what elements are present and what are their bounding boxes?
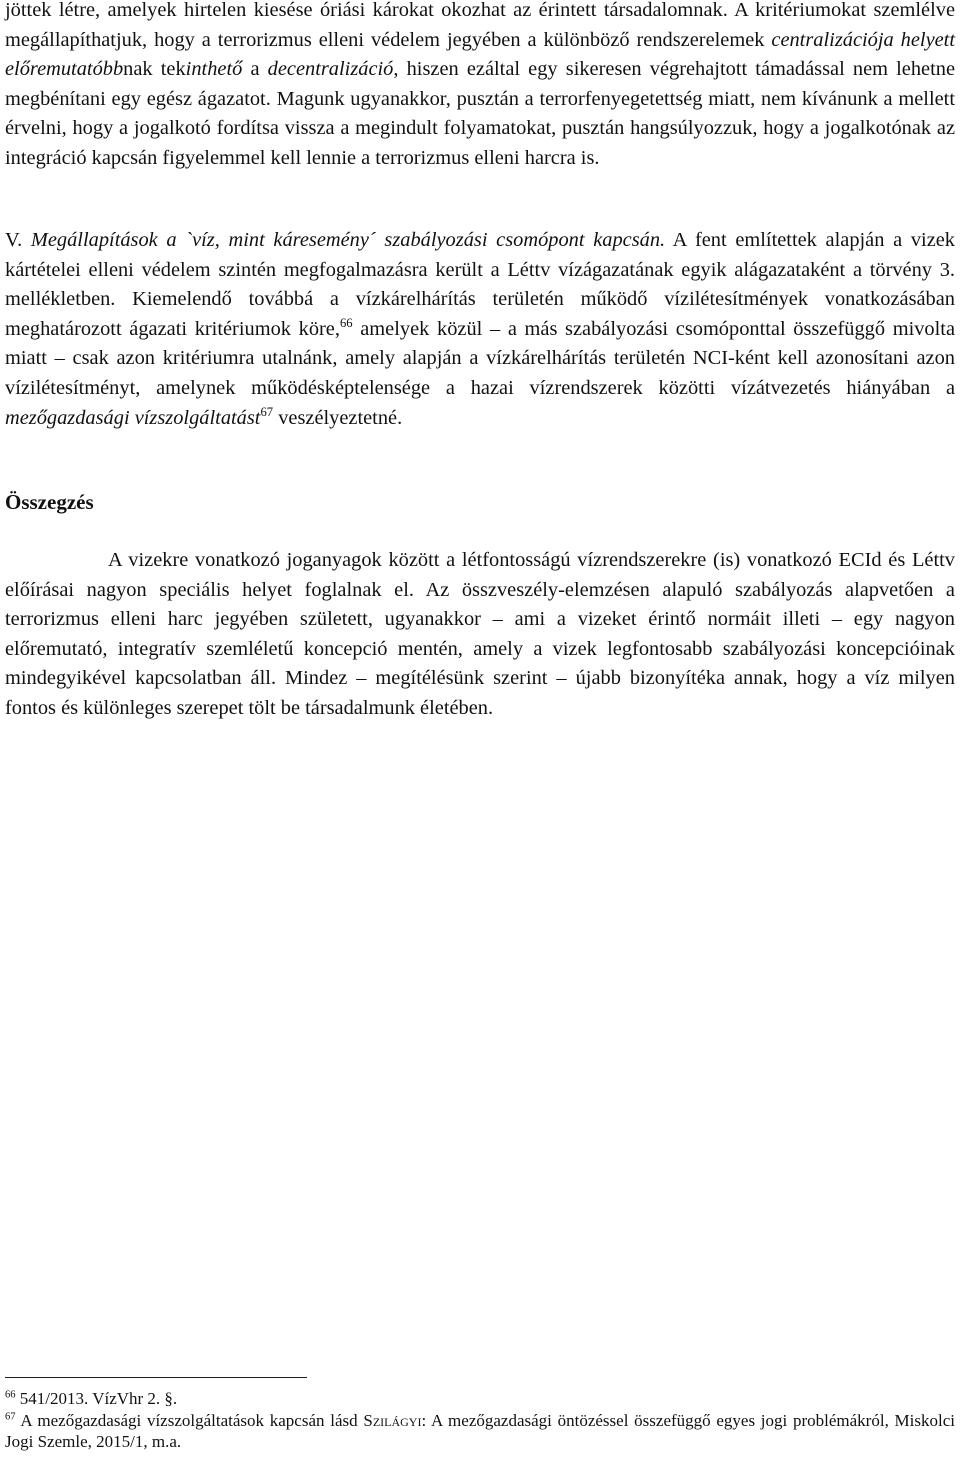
footnote-divider — [5, 1377, 307, 1378]
section-heading: Összegzés — [5, 490, 94, 514]
footnote-text: 541/2013. VízVhr 2. §. — [15, 1389, 178, 1408]
text-run: A fent említettek alapján a vizek kártételei elleni védelem szintén megfogalmazásra került a Léttv vízágazatának egyik alágazataként a törvény 3. mellékletben. Kiemelendő továbbá a vízkárelhárítás területén működő vízilétesítmények vonatkozásában meghatározott ágazati kritériumok köre, — [5, 229, 955, 340]
text-run: veszélyeztetné. — [273, 406, 403, 429]
text-run: , hiszen ezáltal egy sikeresen végrehajtott támadással nem lehetne megbénítani egy egész ágazatot. Magunk ugyanakkor, pusztán a terrorfenyegetettség miatt, nem kívánunk a mellett érvelni, hogy a jogalkotó fordítsa vissza a megindult folyamatokat, pusztán hangsúlyozzuk, hogy a jogalkotónak az integráció kapcsán figyelemmel kell lennie a terrorizmus elleni harcra is. — [5, 58, 956, 169]
footnote-author: Szilágyi — [363, 1410, 422, 1430]
footnote-ref-66[interactable]: 66 — [339, 315, 353, 330]
text-run: a — [242, 58, 268, 81]
footnote-text: A mezőgazdasági vízszolgáltatások kapcsán lásd — [15, 1410, 364, 1430]
footnote-67 — [5, 1410, 955, 1453]
text-run: jöttek létre, amelyek hirtelen kiesése óriási károkat okozhat az érintett társadalomnak. A kritériumokat szemlélve megállapíthatjuk, hogy a terrorizmus elleni védelem jegyében a különböző rendszerelemek — [5, 0, 955, 51]
body-paragraph-1 — [5, 0, 955, 174]
italic-text-run: inthető — [185, 58, 243, 81]
text-run: amelyek közül – a más szabályozási csomóponttal összefüggő mivolta miatt – csak azon kritériumra utalnánk, amely alapján a vízkárelhárítás területén NCI-ként kell azonosítani azon vízilétesítményt, amelynek működésképtelensége a hazai vízrendszerek közötti vízátvezetés hiányában a — [5, 317, 956, 399]
footnote-number: 66 — [5, 1389, 16, 1401]
summary-paragraph: A vizekre vonatkozó joganyagok között a létfontosságú vízrendszerekre (is) vonatkozó ECId és Léttv előírásai nagyon speciális helyet foglalnak el. Az összveszély-elemzésen alapuló szabályozás alapvetően a terrorizmus elleni harc jegyében született, ugyanakkor – ami a vizeket érintő normáit illeti – egy nagyon előremutató, integratív szemléletű koncepció mentén, amely a vizek legfontosabb szabályozási koncepcióinak mindegyikével kapcsolatban áll. Mindez – megítélésünk szerint – újabb bizonyítéka annak, hogy a víz milyen fontos és különleges szerepet tölt be társadalmunk életében. — [5, 549, 955, 719]
italic-text-run: mezőgazdasági vízszolgáltatást — [5, 406, 261, 429]
body-paragraph-2 — [5, 226, 955, 433]
italic-text-run: centralizációja helyett előremutatóbb — [5, 28, 955, 81]
footnotes — [5, 1377, 955, 1453]
footnote-number: 67 — [5, 1410, 16, 1422]
text-run: nak tek — [123, 58, 186, 81]
italic-text-run: decentralizáció — [267, 58, 394, 81]
footnote-text: : A mezőgazdasági öntözéssel összefüggő egyes jogi problémákról, Miskolci Jogi Szemle, 2015/1, m.a. — [5, 1410, 955, 1451]
footnote-ref-67[interactable]: 67 — [260, 404, 274, 419]
section-title-italic: Megállapítások a `víz, mint káresemény´ szabályozási csomópont kapcsán. — [30, 229, 666, 251]
footnote-66 — [5, 1388, 955, 1410]
section-number: V. — [5, 229, 31, 251]
